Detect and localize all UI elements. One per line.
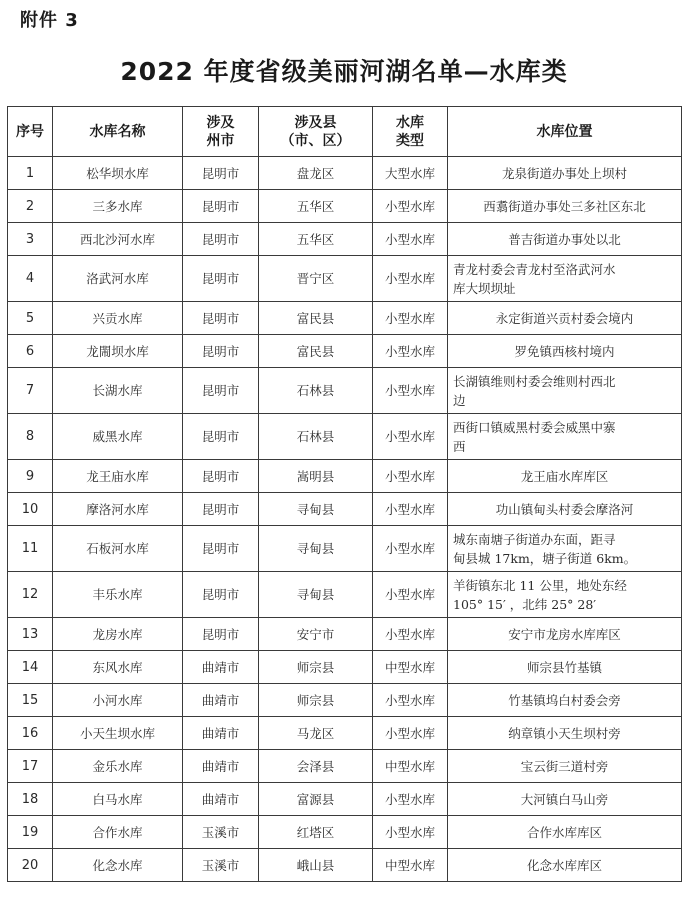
location-cell	[448, 335, 682, 368]
reservoir-name-cell: 小河水库	[53, 684, 183, 717]
city-cell: 昆明市	[183, 256, 259, 302]
table-row	[8, 717, 682, 750]
reservoir-name-cell: 长湖水库	[53, 368, 183, 414]
location-line: 库大坝坝址	[453, 280, 516, 296]
reservoir-name-cell: 西北沙河水库	[53, 223, 183, 256]
city-cell: 曲靖市	[183, 750, 259, 783]
reservoir-name-cell: 洛武河水库	[53, 256, 183, 302]
city-cell: 曲靖市	[183, 651, 259, 684]
reservoir-name-cell: 石板河水库	[53, 526, 183, 572]
city-cell: 昆明市	[183, 460, 259, 493]
location-cell	[448, 684, 682, 717]
reservoir-type-cell: 小型水库	[373, 335, 448, 368]
location-cell	[448, 414, 682, 460]
header-type	[373, 107, 448, 157]
city-cell: 玉溪市	[183, 816, 259, 849]
row-index-cell: 11	[8, 526, 53, 572]
county-cell: 富源县	[259, 783, 373, 816]
reservoir-type-cell: 中型水库	[373, 750, 448, 783]
reservoir-name-cell: 合作水库	[53, 816, 183, 849]
reservoir-name-cell: 三多水库	[53, 190, 183, 223]
row-index-cell: 10	[8, 493, 53, 526]
location-line: 龙王庙水库库区	[520, 468, 609, 484]
row-index-cell: 4	[8, 256, 53, 302]
reservoir-name-cell: 摩洛河水库	[53, 493, 183, 526]
location-cell	[448, 526, 682, 572]
table-row	[8, 618, 682, 651]
reservoir-type-cell: 小型水库	[373, 572, 448, 618]
location-line: 普吉街道办事处以北	[508, 231, 621, 247]
row-index-cell: 16	[8, 717, 53, 750]
header-location: 水库位置	[448, 107, 682, 157]
city-cell: 曲靖市	[183, 717, 259, 750]
table-row	[8, 526, 682, 572]
row-index-cell: 6	[8, 335, 53, 368]
location-cell	[448, 783, 682, 816]
city-cell: 昆明市	[183, 335, 259, 368]
location-cell	[448, 302, 682, 335]
county-cell: 五华区	[259, 223, 373, 256]
header-reservoir-name: 水库名称	[53, 107, 183, 157]
reservoir-type-cell: 小型水库	[373, 256, 448, 302]
table-body	[8, 157, 682, 882]
reservoir-name-cell: 威黑水库	[53, 414, 183, 460]
header-county-line2: （市、区）	[280, 132, 351, 149]
header-county	[259, 107, 373, 157]
county-cell: 富民县	[259, 335, 373, 368]
reservoir-name-cell: 金乐水库	[53, 750, 183, 783]
header-city	[183, 107, 259, 157]
reservoir-name-cell: 兴贡水库	[53, 302, 183, 335]
location-cell	[448, 493, 682, 526]
table-row	[8, 493, 682, 526]
reservoir-type-cell: 小型水库	[373, 684, 448, 717]
table-header-row	[8, 107, 682, 157]
table-row	[8, 684, 682, 717]
reservoir-type-cell: 小型水库	[373, 717, 448, 750]
county-cell: 寻甸县	[259, 572, 373, 618]
reservoir-table	[7, 106, 682, 882]
location-line: 长湖镇维则村委会维则村西北	[453, 373, 616, 389]
location-line: 合作水库库区	[526, 824, 602, 840]
header-county-line1: 涉及县	[294, 114, 337, 131]
reservoir-type-cell: 小型水库	[373, 414, 448, 460]
location-line: 大河镇白马山旁	[520, 791, 609, 807]
row-index-cell: 5	[8, 302, 53, 335]
table-row	[8, 414, 682, 460]
reservoir-name-cell: 龙閙坝水库	[53, 335, 183, 368]
table-row	[8, 302, 682, 335]
location-cell	[448, 460, 682, 493]
row-index-cell: 15	[8, 684, 53, 717]
location-cell	[448, 717, 682, 750]
location-line: 永定街道兴贡村委会境内	[495, 310, 634, 326]
location-line: 西	[453, 438, 466, 454]
table-row	[8, 783, 682, 816]
location-line: 龙泉街道办事处上坝村	[501, 165, 627, 181]
reservoir-name-cell: 丰乐水库	[53, 572, 183, 618]
reservoir-name-cell: 松华坝水库	[53, 157, 183, 190]
location-cell	[448, 368, 682, 414]
reservoir-type-cell: 小型水库	[373, 190, 448, 223]
city-cell: 昆明市	[183, 157, 259, 190]
table-row	[8, 223, 682, 256]
county-cell: 师宗县	[259, 651, 373, 684]
row-index-cell: 17	[8, 750, 53, 783]
location-line: 城东南塘子街道办东面，距寻	[453, 531, 616, 547]
city-cell: 昆明市	[183, 526, 259, 572]
row-index-cell: 2	[8, 190, 53, 223]
reservoir-type-cell: 小型水库	[373, 816, 448, 849]
county-cell: 五华区	[259, 190, 373, 223]
row-index-cell: 14	[8, 651, 53, 684]
county-cell: 马龙区	[259, 717, 373, 750]
county-cell: 会泽县	[259, 750, 373, 783]
table-row	[8, 651, 682, 684]
reservoir-name-cell: 东风水库	[53, 651, 183, 684]
location-line: 功山镇甸头村委会摩洛河	[495, 501, 634, 517]
reservoir-name-cell: 龙王庙水库	[53, 460, 183, 493]
location-cell	[448, 223, 682, 256]
county-cell: 石林县	[259, 414, 373, 460]
reservoir-type-cell: 小型水库	[373, 618, 448, 651]
attachment-label: 附件 3	[20, 10, 79, 31]
county-cell: 嵩明县	[259, 460, 373, 493]
reservoir-type-cell: 大型水库	[373, 157, 448, 190]
location-line: 竹基镇坞白村委会旁	[508, 692, 621, 708]
row-index-cell: 19	[8, 816, 53, 849]
city-cell: 昆明市	[183, 414, 259, 460]
city-cell: 昆明市	[183, 190, 259, 223]
row-index-cell: 20	[8, 849, 53, 882]
table-row	[8, 816, 682, 849]
city-cell: 昆明市	[183, 493, 259, 526]
location-cell	[448, 651, 682, 684]
header-type-line2: 类型	[396, 132, 424, 149]
row-index-cell: 9	[8, 460, 53, 493]
location-cell	[448, 256, 682, 302]
row-index-cell: 1	[8, 157, 53, 190]
reservoir-type-cell: 小型水库	[373, 302, 448, 335]
location-cell	[448, 618, 682, 651]
reservoir-name-cell: 小天生坝水库	[53, 717, 183, 750]
table-row	[8, 157, 682, 190]
location-line: 青龙村委会青龙村至洛武河水	[453, 261, 616, 277]
city-cell: 曲靖市	[183, 684, 259, 717]
row-index-cell: 8	[8, 414, 53, 460]
county-cell: 晋宁区	[259, 256, 373, 302]
reservoir-type-cell: 小型水库	[373, 223, 448, 256]
location-line: 安宁市龙房水库库区	[508, 626, 621, 642]
reservoir-name-cell: 白马水库	[53, 783, 183, 816]
county-cell: 石林县	[259, 368, 373, 414]
table-row	[8, 572, 682, 618]
county-cell: 红塔区	[259, 816, 373, 849]
county-cell: 盘龙区	[259, 157, 373, 190]
location-line: 宝云街三道村旁	[520, 758, 609, 774]
location-cell	[448, 816, 682, 849]
city-cell: 曲靖市	[183, 783, 259, 816]
location-cell	[448, 750, 682, 783]
header-type-line1: 水库	[396, 114, 424, 131]
location-line: 边	[453, 392, 466, 408]
row-index-cell: 13	[8, 618, 53, 651]
location-cell	[448, 190, 682, 223]
county-cell: 师宗县	[259, 684, 373, 717]
row-index-cell: 3	[8, 223, 53, 256]
reservoir-type-cell: 小型水库	[373, 783, 448, 816]
table-row	[8, 190, 682, 223]
location-cell	[448, 572, 682, 618]
table-row	[8, 849, 682, 882]
location-line: 甸县城 17km，塘子街道 6km。	[453, 550, 637, 566]
table-row	[8, 335, 682, 368]
location-line: 105° 15′ ，北纬 25° 28′	[453, 596, 597, 612]
city-cell: 昆明市	[183, 618, 259, 651]
location-line: 西翥街道办事处三多社区东北	[483, 198, 646, 214]
location-line: 罗免镇西核村境内	[514, 343, 615, 359]
county-cell: 峨山县	[259, 849, 373, 882]
row-index-cell: 12	[8, 572, 53, 618]
reservoir-name-cell: 龙房水库	[53, 618, 183, 651]
city-cell: 玉溪市	[183, 849, 259, 882]
table-row	[8, 750, 682, 783]
reservoir-type-cell: 小型水库	[373, 493, 448, 526]
county-cell: 安宁市	[259, 618, 373, 651]
table-row	[8, 256, 682, 302]
county-cell: 寻甸县	[259, 493, 373, 526]
reservoir-type-cell: 小型水库	[373, 460, 448, 493]
page-title: 2022 年度省级美丽河湖名单—水库类	[120, 57, 568, 86]
reservoir-type-cell: 中型水库	[373, 651, 448, 684]
location-line: 羊街镇东北 11 公里，地处东经	[453, 577, 627, 593]
county-cell: 寻甸县	[259, 526, 373, 572]
city-cell: 昆明市	[183, 223, 259, 256]
location-line: 化念水库库区	[526, 857, 602, 873]
table-row	[8, 368, 682, 414]
city-cell: 昆明市	[183, 572, 259, 618]
row-index-cell: 18	[8, 783, 53, 816]
city-cell: 昆明市	[183, 302, 259, 335]
reservoir-type-cell: 中型水库	[373, 849, 448, 882]
reservoir-type-cell: 小型水库	[373, 368, 448, 414]
header-city-line1: 涉及	[206, 114, 235, 131]
header-city-line2: 州市	[206, 132, 235, 149]
row-index-cell: 7	[8, 368, 53, 414]
location-line: 纳章镇小天生坝村旁	[508, 725, 621, 741]
city-cell: 昆明市	[183, 368, 259, 414]
location-line: 西街口镇威黑村委会威黑中寨	[453, 419, 616, 435]
reservoir-type-cell: 小型水库	[373, 526, 448, 572]
county-cell: 富民县	[259, 302, 373, 335]
reservoir-name-cell: 化念水库	[53, 849, 183, 882]
header-index: 序号	[8, 107, 53, 157]
location-line: 师宗县竹基镇	[526, 659, 602, 675]
table-row	[8, 460, 682, 493]
location-cell	[448, 849, 682, 882]
location-cell	[448, 157, 682, 190]
